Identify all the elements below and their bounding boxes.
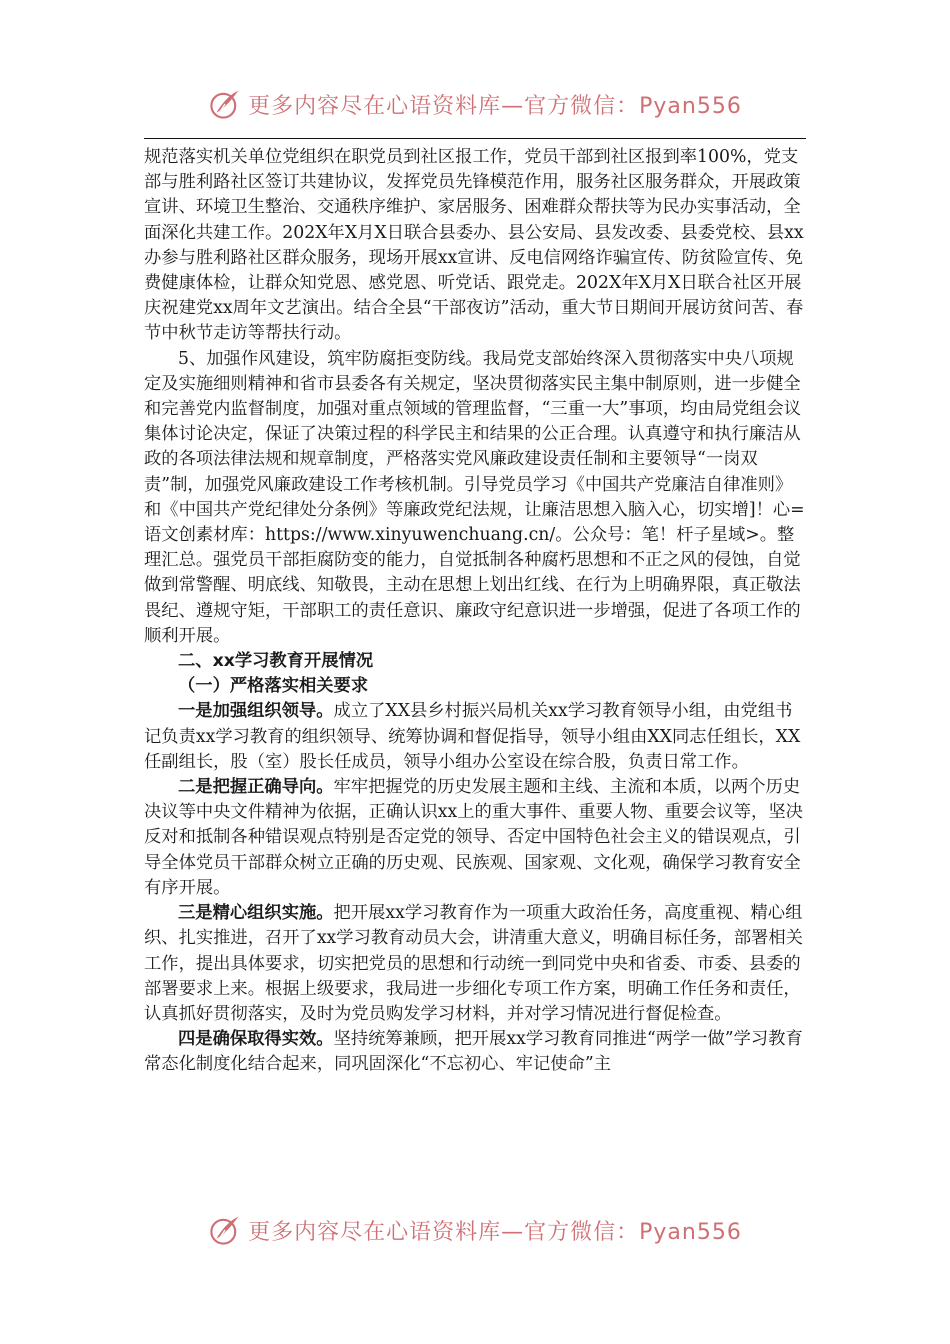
item-lead-1: 一是加强组织领导。 xyxy=(178,701,334,722)
item-text-4: 坚持统筹兼顾，把开展xx学习教育同推进“两学一做”学习教育常态化制度化结合起来，同巩固深化“不忘初心、牢记使命”主 xyxy=(144,1029,803,1075)
item-text-3: 把开展xx学习教育作为一项重大政治任务，高度重视、精心组织、扎实推进，召开了xx学习教育动员大会，讲清重大意义，明确目标任务，部署相关工作，提出具体要求，切实把党员的思想和行动统一到同党中央和省委、市委、县委的部署要求上来。根据上级要求，我局进一步细化专项工作方案，明确工作任务和责任，认真抓好贯彻落实，及时为党员购发学习材料，并对学习情况进行督促检查。 xyxy=(144,903,803,1024)
item-paragraph-3 xyxy=(144,901,809,1027)
item-paragraph-1 xyxy=(144,699,809,775)
item-lead-4: 四是确保取得实效。 xyxy=(178,1029,334,1050)
subsection-heading: （一）严格落实相关要求 xyxy=(178,676,369,697)
item-paragraph-4 xyxy=(144,1027,809,1077)
item-paragraph-2 xyxy=(144,775,809,901)
item-lead-3: 三是精心组织实施。 xyxy=(178,903,334,924)
item-text-2: 牢牢把握党的历史发展主题和主线、主流和本质，以两个历史决议等中央文件精神为依据，正确认识xx上的重大事件、重要人物、重要会议等，坚决反对和抵制各种错误观点特别是否定党的领导、否定中国特色社会主义的错误观点，引导全体党员干部群众树立正确的历史观、民族观、国家观、文化观，确保学习教育安全有序开展。 xyxy=(144,777,803,898)
banner-text: 更多内容尽在心语资料库—官方微信：Pyan556 xyxy=(248,1219,742,1245)
footer-banner xyxy=(0,1208,950,1252)
paragraph-conduct: 5、加强作风建设，筑牢防腐拒变防线。我局党支部始终深入贯彻落实中央八项规定及实施细则精神和省市县委各有关规定，坚决贯彻落实民主集中制原则，进一步健全和完善党内监督制度，加强对重点领域的管理监督，“三重一大”事项，均由局党组会议集体讨论决定，保证了决策过程的科学民主和结果的公正合理。认真遵守和执行廉洁从政的各项法律法规和规章制度，严格落实党风廉政建设责任制和主要领导“一岗双责”制，加强党风廉政建设工作考核机制。引导党员学习《中国共产党廉洁自律准则》和《中国共产党纪律处分条例》等廉政党纪法规，让廉洁思想入脑入心，切实增]！心=语文创素材库：https://www.xinyuwenchuang.cn/。公众号：笔！杆子星域>。整理汇总。强党员干部拒腐防变的能力，自觉抵制各种腐朽思想和不正之风的侵蚀，自觉做到常警醒、明底线、知敬畏，主动在思想上划出红线、在行为上明确界限，真正敬法畏纪、遵规守矩，干部职工的责任意识、廉政守纪意识进一步增强，促进了各项工作的顺利开展。 xyxy=(144,348,805,646)
banner-text: 更多内容尽在心语资料库—官方微信：Pyan556 xyxy=(248,93,742,119)
feather-pen-logo-icon xyxy=(208,87,242,121)
feather-pen-logo-icon xyxy=(208,1213,242,1247)
header-divider xyxy=(144,138,806,139)
section-heading: 二、xx学习教育开展情况 xyxy=(178,651,374,672)
item-text-1: 成立了XX县乡村振兴局机关xx学习教育领导小组，由党组书记负责xx学习教育的组织领导、统筹协调和督促指导，领导小组由XX同志任组长，XX任副组长，股（室）股长任成员，领导小组办公室设在综合股，负责日常工作。 xyxy=(144,701,801,772)
document-body xyxy=(144,145,809,1078)
header-banner xyxy=(0,82,950,126)
paragraph-community: 规范落实机关单位党组织在职党员到社区报工作，党员干部到社区报到率100%，党支部与胜利路社区签订共建协议，发挥党员先锋模范作用，服务社区服务群众，开展政策宣讲、环境卫生整治、交通秩序维护、家居服务、困难群众帮扶等为民办实事活动，全面深化共建工作。202X年X月X日联合县委办、县公安局、县发改委、县委党校、县xx办参与胜利路社区群众服务，现场开展xx宣讲、反电信网络诈骗宣传、防贫险宣传、免费健康体检，让群众知党恩、感党恩、听党话、跟党走。202X年X月X日联合社区开展庆祝建党xx周年文艺演出。结合全县“干部夜访”活动，重大节日期间开展访贫问苦、春节中秋节走访等帮扶行动。 xyxy=(144,147,804,344)
item-lead-2: 二是把握正确导向。 xyxy=(178,777,334,798)
